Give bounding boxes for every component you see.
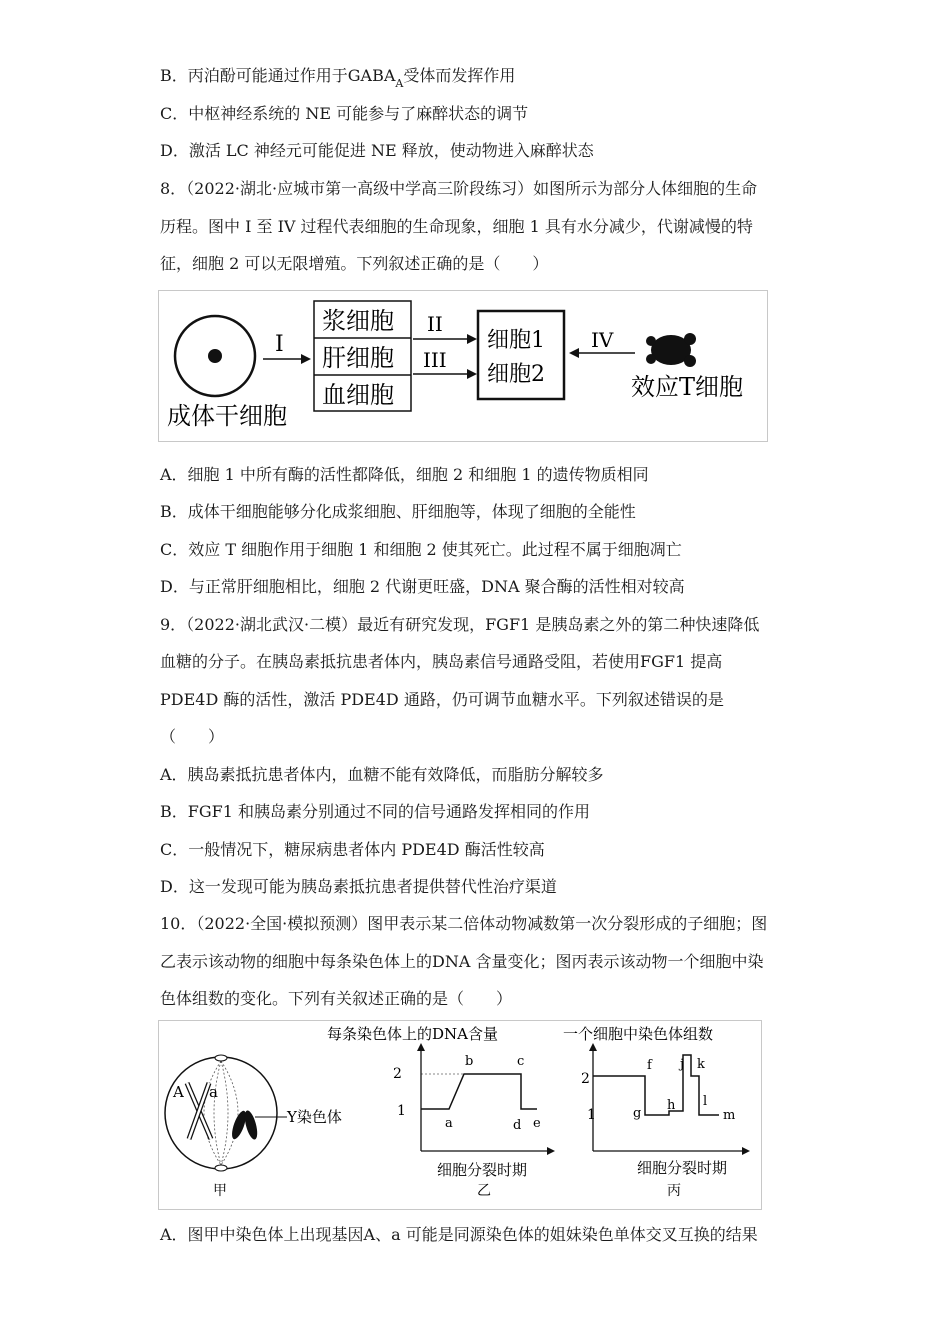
figure-yi-tick-1: 1: [397, 1103, 406, 1119]
arrow-iii-head: [467, 369, 477, 379]
q9-stem-line-4: （ ）: [160, 727, 225, 746]
gene-a-upper-label: A: [173, 1083, 184, 1101]
q9-stem-line-1: 9．（2022·湖北武汉·二模）最近有研究发现，FGF1 是胰岛素之外的第二种快速降低: [160, 615, 760, 634]
q8-option-b: B．成体干细胞能够分化成浆细胞、肝细胞等，体现了细胞的全能性: [160, 502, 636, 521]
liver-cell-label: 肝细胞: [322, 344, 394, 372]
figure-yi-caption: 乙: [477, 1183, 491, 1199]
arrow-iv-head: [569, 348, 579, 358]
figure-bing-point-l: l: [703, 1094, 708, 1109]
blood-cell-label: 血细胞: [322, 381, 394, 409]
q7-option-c: C．中枢神经系统的 NE 可能参与了麻醉状态的调节: [160, 104, 529, 123]
q10-option-a: A．图甲中染色体上出现基因A、a 可能是同源染色体的姐妹染色单体交叉互换的结果: [160, 1225, 758, 1244]
q9-stem-line-3: PDE4D 酶的活性，激活 PDE4D 通路，仍可调节血糖水平。下列叙述错误的是: [160, 690, 724, 709]
cell-2-label: 细胞2: [487, 362, 545, 387]
arrow-iv-label: IV: [591, 328, 614, 352]
figure-yi-tick-2: 2: [393, 1066, 402, 1082]
y-chromosome-label: Y染色体: [287, 1108, 342, 1126]
q8-option-c: C．效应 T 细胞作用于细胞 1 和细胞 2 使其死亡。此过程不属于细胞凋亡: [160, 540, 682, 559]
arrow-i-head: [301, 354, 311, 364]
q8-option-a: A．细胞 1 中所有酶的活性都降低，细胞 2 和细胞 1 的遗传物质相同: [160, 465, 649, 484]
figure-yi-xlabel: 细胞分裂时期: [437, 1161, 528, 1179]
q10-stem-line-1: 10．（2022·全国·模拟预测）图甲表示某二倍体动物减数第一次分裂形成的子细胞；图: [160, 914, 768, 933]
q8-option-d: D．与正常肝细胞相比，细胞 2 代谢更旺盛，DNA 聚合酶的活性相对较高: [160, 577, 685, 596]
figure-bing-tick-2: 2: [581, 1071, 590, 1087]
effector-t-cell-drawing: [646, 333, 696, 367]
stem-cell-label: 成体干细胞: [167, 402, 287, 430]
figure-bing-point-m: m: [723, 1108, 736, 1123]
arrow-i-label: I: [275, 332, 284, 357]
figure-bing-title: 一个细胞中染色体组数: [563, 1025, 714, 1043]
figure-bing-point-k: k: [697, 1057, 705, 1072]
figure-jia-cell: [165, 1055, 287, 1171]
figure-bing-point-g: g: [633, 1106, 642, 1121]
stem-cell-nucleus: [208, 349, 222, 363]
figure-yi-point-b: b: [465, 1054, 474, 1069]
figure-bing-tick-1: 1: [587, 1107, 596, 1123]
q9-option-a: A．胰岛素抵抗患者体内，血糖不能有效降低，而脂肪分解较多: [160, 765, 604, 784]
q8-figure: [158, 290, 768, 442]
effector-t-cell-label: 效应T细胞: [631, 373, 744, 401]
arrow-iii-label: III: [423, 348, 447, 372]
figure-yi-point-e: e: [533, 1116, 541, 1131]
gene-a-lower-label: a: [209, 1083, 218, 1101]
q8-stem-line-1: 8．（2022·湖北·应城市第一高级中学高三阶段练习）如图所示为部分人体细胞的生命: [160, 179, 758, 198]
q9-option-b: B．FGF1 和胰岛素分别通过不同的信号通路发挥相同的作用: [160, 802, 591, 821]
figure-bing-point-f: f: [647, 1058, 652, 1073]
figure-bing-point-j: j: [680, 1057, 685, 1072]
q10-stem-line-2: 乙表示该动物的细胞中每条染色体上的DNA 含量变化；图丙表示该动物一个细胞中染: [160, 952, 764, 971]
figure-yi-point-d: d: [513, 1118, 522, 1133]
q8-stem-line-3: 征，细胞 2 可以无限增殖。下列叙述正确的是（ ）: [160, 254, 549, 273]
q10-stem-line-3: 色体组数的变化。下列有关叙述正确的是（ ）: [160, 989, 513, 1008]
q7-option-d: D．激活 LC 神经元可能促进 NE 释放，使动物进入麻醉状态: [160, 141, 594, 160]
figure-yi-curve: [421, 1074, 537, 1109]
figure-jia-caption: 甲: [213, 1183, 227, 1199]
meiosis-figures: [159, 1021, 761, 1209]
q7-option-b: B．丙泊酚可能通过作用于$GABA_A$受体而发挥作用: [160, 66, 516, 90]
q9-option-d: D．这一发现可能为胰岛素抵抗患者提供替代性治疗渠道: [160, 877, 557, 896]
cell-life-history-diagram: [159, 291, 767, 441]
cell-1-label: 细胞1: [487, 328, 545, 353]
figure-bing-point-h: h: [667, 1098, 676, 1113]
arrow-ii-head: [467, 334, 477, 344]
plasma-cell-label: 浆细胞: [322, 307, 394, 335]
q10-figure: [158, 1020, 762, 1210]
figure-bing-caption: 丙: [667, 1183, 681, 1199]
arrow-ii-label: II: [427, 312, 443, 336]
q9-option-c: C．一般情况下，糖尿病患者体内 PDE4D 酶活性较高: [160, 840, 545, 859]
figure-yi-point-c: c: [517, 1054, 525, 1069]
figure-yi-point-a: a: [445, 1116, 453, 1131]
figure-bing-xlabel: 细胞分裂时期: [637, 1159, 728, 1177]
q8-stem-line-2: 历程。图中 I 至 IV 过程代表细胞的生命现象，细胞 1 具有水分减少，代谢减慢的特: [160, 217, 753, 236]
q9-stem-line-2: 血糖的分子。在胰岛素抵抗患者体内，胰岛素信号通路受阻，若使用FGF1 提高: [160, 652, 723, 671]
figure-yi-title: 每条染色体上的DNA含量: [327, 1025, 498, 1043]
